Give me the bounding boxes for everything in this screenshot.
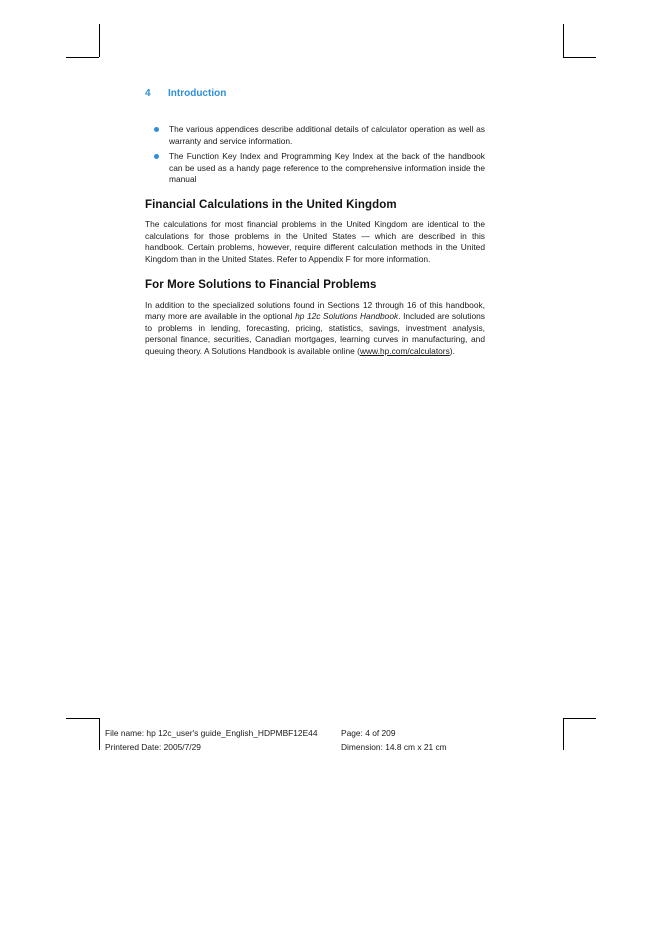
crop-mark-bottom-right-vertical xyxy=(563,718,564,750)
bullet-list xyxy=(145,124,485,186)
footer-right xyxy=(341,727,447,754)
footer-page: Page: 4 of 209 xyxy=(341,728,396,738)
footer-file-name: File name: hp 12c_user's guide_English_HDPMBF12E44 xyxy=(105,728,318,738)
bullet-item-appendices xyxy=(145,124,485,147)
hp-calculators-link[interactable]: www.hp.com/calculators xyxy=(359,345,450,356)
crop-mark-top-left-horizontal xyxy=(66,57,99,58)
footer-printed-date: Printered Date: 2005/7/29 xyxy=(105,741,201,752)
uk-section-body: The calculations for most financial problems in the United Kingdom are identical to the calculations for those problems in the United States — which are described in this handbook. Certain problems, however, require different calculation methods in the United Kingdom than in the United States. Refer to Appendix F for more information. xyxy=(145,219,485,264)
crop-mark-bottom-left-vertical xyxy=(99,718,100,750)
bullet-item-key-index xyxy=(145,151,485,186)
crop-mark-top-right-horizontal xyxy=(563,57,596,58)
solutions-section-heading: For More Solutions to Financial Problems xyxy=(145,279,377,291)
crop-mark-top-right-vertical xyxy=(563,24,564,57)
solutions-text-part1: In addition to the specialized solutions found in Sections 12 through 16 of this handbook, many more are available in the optional xyxy=(145,299,485,321)
footer-dimension: Dimension: 14.8 cm x 21 cm xyxy=(341,741,447,752)
bullet-dot-icon xyxy=(154,127,159,132)
bullet-text: The various appendices describe additional details of calculator operation as well as warranty and service information. xyxy=(169,124,485,146)
solutions-section-body xyxy=(145,300,485,358)
bullet-dot-icon xyxy=(154,154,159,159)
section-title: Introduction xyxy=(168,88,227,99)
bullet-text: The Function Key Index and Programming Key Index at the back of the handbook can be used as a handy page reference to the comprehensive information inside the manual xyxy=(169,151,485,184)
crop-mark-bottom-left-horizontal xyxy=(66,718,99,719)
solutions-text-part3: ). xyxy=(449,345,455,356)
running-header xyxy=(145,88,226,99)
footer-left xyxy=(105,727,318,754)
crop-mark-bottom-right-horizontal xyxy=(563,718,596,719)
page-number: 4 xyxy=(145,88,151,99)
crop-mark-top-left-vertical xyxy=(99,24,100,57)
solutions-text-part2: . Included are solutions to problems in lending, forecasting, pricing, statistics, savings, investment analysis, personal finance, securities, Canadian mortgages, learning curves in manufacturing, and queuing theory. A Solutions Handbook is available online ( xyxy=(145,311,485,356)
uk-section-heading: Financial Calculations in the United Kingdom xyxy=(145,198,397,211)
page-content xyxy=(145,124,485,357)
solutions-book-title: hp 12c Solutions Handbook xyxy=(295,311,399,321)
